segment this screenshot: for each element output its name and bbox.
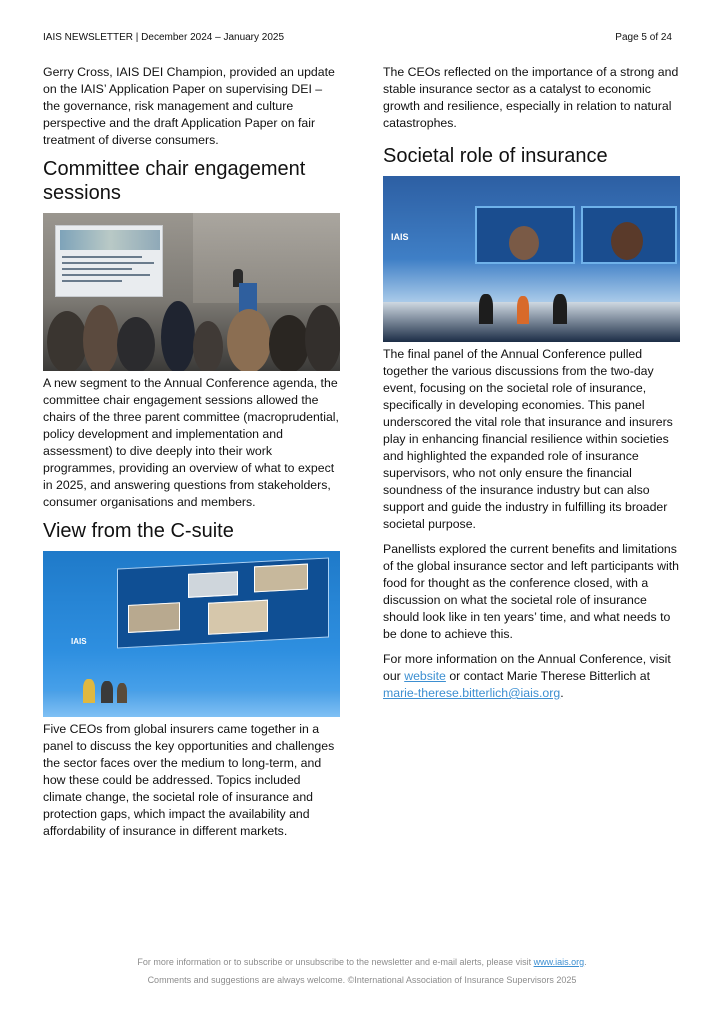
- footer-copyright: Comments and suggestions are always welcome. ©International Association of Insurance Supervisors 2025: [147, 975, 577, 985]
- contact-paragraph: For more information on the Annual Conference, visit our website or contact Marie Therese Bitterlich at marie-therese.bitterlich@iais.org.: [383, 652, 671, 700]
- footer-subscribe-line: For more information or to subscribe or unsubscribe to the newsletter and e-mail alerts, please visit www.iais.org.: [137, 957, 587, 967]
- iais-website-footer-link[interactable]: www.iais.org: [533, 957, 585, 967]
- intro-paragraph-dei: Gerry Cross, IAIS DEI Champion, provided an update on the IAIS’ Application Paper on supervising DEI – the governance, risk management and culture perspective and the draft Application Paper on fair treatment of diverse consumers.: [43, 65, 335, 147]
- heading-societal-role: Societal role of insurance: [383, 145, 608, 167]
- iais-screen-logo-2: IAIS: [391, 232, 409, 242]
- ceo-reflection-paragraph: The CEOs reflected on the importance of a strong and stable insurance sector as a catalyst to economic growth and resilience, especially in relation to natural catastrophes.: [383, 65, 679, 130]
- audience: [43, 301, 340, 371]
- c-suite-paragraph: Five CEOs from global insurers came together in a panel to discuss the key opportunities and challenges the sector faces over the medium to long-term, and how these could be addressed. Topics included climate change, the societal role of insurance and protection gaps, which impact the availability and affordability of insurance in different markets.: [43, 722, 335, 838]
- newsletter-header: IAIS NEWSLETTER | December 2024 – January 2025: [43, 32, 285, 43]
- societal-role-paragraph-2: Panellists explored the current benefits and limitations of the global insurance sector and left participants with food for thought as the conference closed, with a discussion on what the societal role of insurance should look like in ten years’ time, and what needs to be done to achieve this.: [383, 542, 679, 641]
- stage-floor: [383, 302, 680, 342]
- right-column: [383, 64, 680, 710]
- heading-committee-chair-sessions: Committee chair engagement sessions: [43, 158, 306, 204]
- committee-session-photo: [43, 213, 340, 371]
- video-screen-right: [581, 206, 677, 264]
- left-column: [43, 64, 340, 848]
- page-number: Page 5 of 24: [615, 32, 672, 43]
- presentation-screen: [55, 225, 163, 297]
- video-call-screen: [117, 557, 329, 648]
- societal-role-panel-photo: [383, 176, 680, 342]
- website-link[interactable]: website: [404, 669, 446, 683]
- committee-sessions-paragraph: A new segment to the Annual Conference agenda, the committee chair engagement sessions allowed the chairs of the three parent committee (macroprudential, policy development and implementation and assessment) to dive deeply into their work programmes, providing an overview of what to expect in 2025, and answering questions from stakeholders, consumer organisations and members.: [43, 376, 339, 509]
- heading-view-from-c-suite: View from the C-suite: [43, 520, 234, 542]
- societal-role-paragraph-1: The final panel of the Annual Conference pulled together the various discussions from the two-day event, focusing on the societal role of insurance, specifically in developing economies. This panel underscored the vital role that insurance and insurers play in enhancing financial resilience within societies and highlighted the expanded role of insurance supervisors, who not only ensure the financial soundness of the insurance industry but can also support and guide the industry in fulfilling its broader societal purpose.: [383, 347, 673, 531]
- c-suite-panel-photo: [43, 551, 340, 717]
- contact-email-link[interactable]: marie-therese.bitterlich@iais.org: [383, 686, 561, 700]
- video-screen-left: [475, 206, 575, 264]
- iais-screen-logo: IAIS: [71, 637, 87, 646]
